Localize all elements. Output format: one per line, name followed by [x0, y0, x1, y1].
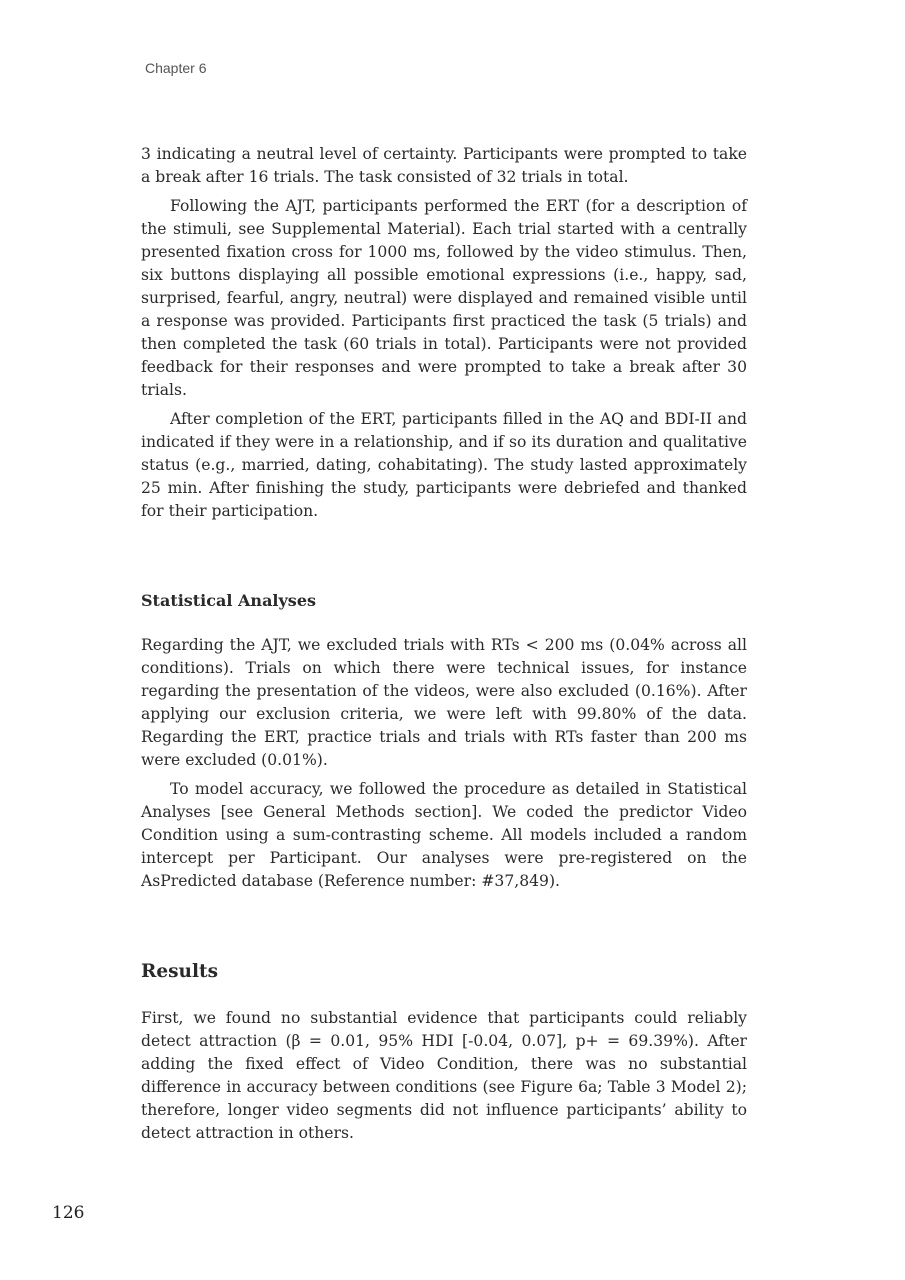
- page-number: 126: [52, 1203, 85, 1223]
- section-heading-statistical-analyses: Statistical Analyses: [141, 591, 316, 610]
- running-head: Chapter 6: [145, 60, 207, 76]
- paragraph-ert-procedure: Following the AJT, participants performed the ERT (for a description of the stimuli, see Supplemental Material). Each trial started with a centrally presented fixation cross for 1000 ms, followed by the video stimulus. Then, six buttons displaying all possible emotional expressions (i.e., happy, sad, surprised, fearful, angry, neutral) were displayed and remained visible until a response was provided. Participants first practiced the task (5 trials) and then completed the task (60 trials in total). Participants were not provided feedback for their responses and were prompted to take a break after 30 trials.: [141, 197, 747, 399]
- section-heading-results: Results: [141, 961, 218, 982]
- paragraph-results: First, we found no substantial evidence that participants could reliably detect attraction (β = 0.01, 95% HDI [-0.04, 0.07], p+ = 69.39%). After adding the fixed effect of Video Condition, there was no substantial difference in accuracy between conditions (see Figure 6a; Table 3 Model 2); therefore, longer video segments did not influence participants’ ability to detect attraction in others.: [141, 1009, 747, 1142]
- paragraph-exclusion-criteria: Regarding the AJT, we excluded trials with RTs < 200 ms (0.04% across all conditions). Trials on which there were technical issues, for instance regarding the presentation of the videos, were also excluded (0.16%). After applying our exclusion criteria, we were left with 99.80% of the data. Regarding the ERT, practice trials and trials with RTs faster than 200 ms were excluded (0.01%).: [141, 636, 747, 769]
- paragraph-intro-continuation: 3 indicating a neutral level of certainty. Participants were prompted to take a break after 16 trials. The task consisted of 32 trials in total.: [141, 145, 747, 186]
- page-body: [141, 143, 747, 1151]
- paragraph-model-accuracy: To model accuracy, we followed the procedure as detailed in Statistical Analyses [see General Methods section]. We coded the predictor Video Condition using a sum-contrasting scheme. All models included a random intercept per Participant. Our analyses were pre-registered on the AsPredicted database (Reference number: #37,849).: [141, 780, 747, 890]
- paragraph-questionnaires: After completion of the ERT, participants filled in the AQ and BDI-II and indicated if they were in a relationship, and if so its duration and qualitative status (e.g., married, dating, cohabitating). The study lasted approximately 25 min. After finishing the study, participants were debriefed and thanked for their participation.: [141, 410, 747, 520]
